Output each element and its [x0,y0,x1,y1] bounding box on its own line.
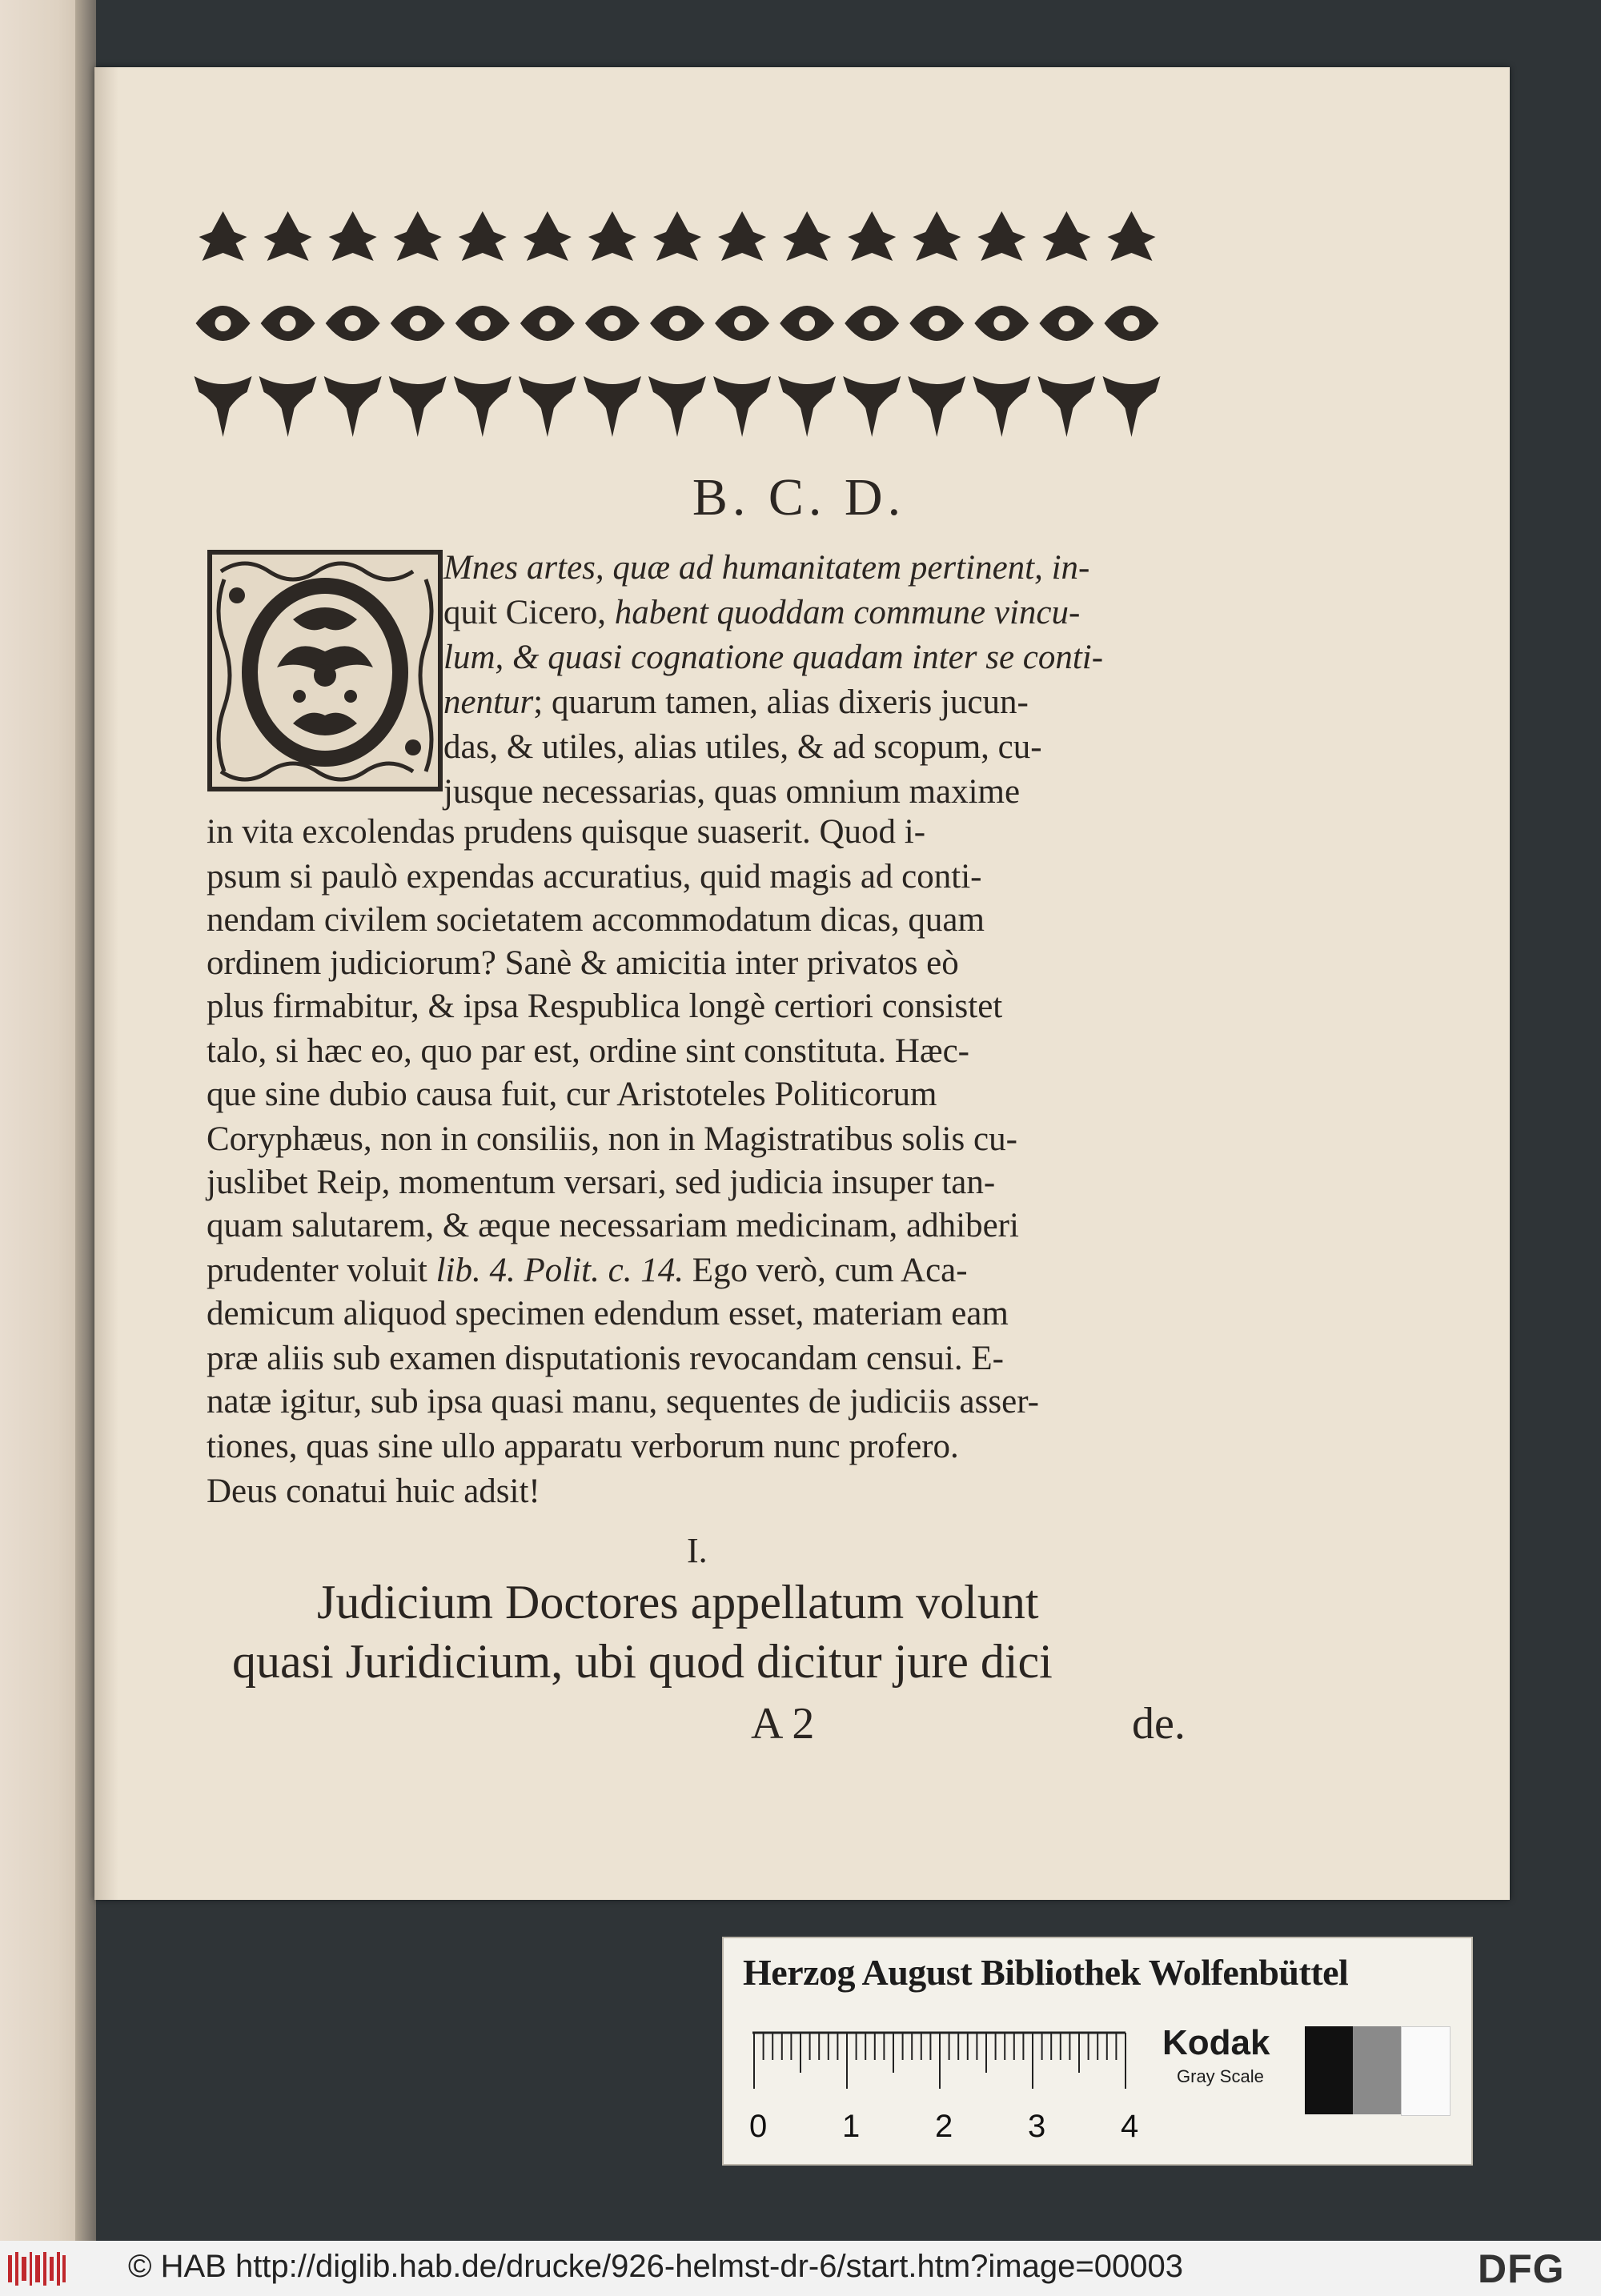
text-line [207,1341,1004,1376]
adjacent-page-edge [0,0,96,2241]
text-run: quam salutarem, & æque necessariam medicinam, adhiberi [207,1207,1019,1244]
ornament-band [191,203,1164,443]
text-run: Mnes artes, quæ ad humanitatem pertinent, in- [443,549,1090,587]
ruler-number: 1 [842,2109,861,2144]
page-heading: B. C. D. [692,468,906,527]
text-line [207,1208,1019,1243]
text-line [443,595,1080,630]
section-number: I. [687,1531,708,1570]
text-run: nendam civilem societatem accommodatum dicas, quam [207,901,985,939]
card-title: Herzog August Bibliothek Wolfenbüttel [743,1952,1349,1993]
section-line: Judicium Doctores appellatum volunt [317,1576,1039,1629]
text-run: nentur [443,683,534,721]
text-line [207,1429,959,1464]
text-line [207,1296,1009,1331]
text-line [443,551,1089,585]
text-run: Ego verò, cum Aca- [683,1252,968,1289]
hab-barcode-icon [8,2252,66,2286]
text-line [207,1077,937,1112]
text-run: talo, si hæc eo, quo par est, ordine sint constituta. Hæc- [207,1032,969,1070]
text-run: quit Cicero, [443,594,615,631]
text-line [443,775,1020,809]
text-line [207,903,985,937]
text-line [443,640,1103,675]
text-run: plus firmabitur, & ipsa Respublica longè certiori consistet [207,988,1003,1025]
section-line: quasi Juridicium, ubi quod dicitur jure dici [232,1635,1053,1688]
text-line [207,1034,969,1068]
ruler-number: 3 [1028,2109,1046,2144]
text-run: prudenter voluit [207,1252,436,1289]
footer-url-text: © HAB http://diglib.hab.de/drucke/926-helmst-dr-6/start.htm?image=00003 [128,2249,1183,2284]
text-line [207,1165,995,1200]
text-run: psum si paulò expendas accuratius, quid magis ad conti- [207,858,982,896]
text-run: Deus conatui huic adsit! [207,1473,540,1510]
text-line [207,815,925,849]
text-run: ; quarum tamen, alias dixeris jucun- [533,683,1029,721]
catchword: de. [1132,1699,1186,1749]
text-run: lum, & quasi cognatione quadam inter se conti- [443,639,1104,676]
text-run: juslibet Reip, momentum versari, sed judicia insuper tan- [207,1164,996,1201]
text-run: jusque necessarias, quas omnium maxime [443,773,1021,811]
text-run: in vita excolendas prudens quisque suaserit. Quod i- [207,813,926,851]
footer-bar [0,2241,1601,2296]
text-line [207,946,959,980]
text-line [207,1122,1017,1156]
kodak-logo: Kodak [1162,2023,1270,2062]
gray-swatches [1305,2026,1449,2114]
text-line [207,1253,968,1288]
text-line [443,730,1042,764]
text-line [207,1384,1039,1419]
decorated-initial-o [205,547,445,794]
text-run: ordinem judiciorum? Sanè & amicitia inter privatos eò [207,944,959,982]
book-page [94,67,1510,1900]
text-line [443,685,1029,719]
text-run: præ aliis sub examen disputationis revocandam censui. E- [207,1340,1004,1377]
ruler [749,2025,1166,2145]
text-run: das, & utiles, alias utiles, & ad scopum, cu- [443,728,1042,766]
library-color-card [722,1937,1473,2166]
text-run: Coryphæus, non in consiliis, non in Magistratibus solis cu- [207,1120,1017,1158]
text-run: lib. 4. Polit. c. 14. [435,1252,684,1289]
ruler-number: 4 [1121,2109,1139,2144]
gray-scale-label: Gray Scale [1177,2066,1264,2086]
dfg-logo: DFG [1478,2246,1565,2291]
ruler-number: 0 [749,2109,768,2144]
text-line [207,989,1002,1024]
text-run: demicum aliquod specimen edendum esset, materiam eam [207,1295,1009,1332]
text-run: tiones, quas sine ullo apparatu verborum nunc profero. [207,1428,959,1465]
text-run: habent quoddam commune vincu- [614,594,1081,631]
text-line [207,859,981,894]
ruler-number: 2 [935,2109,953,2144]
text-run: que sine dubio causa fuit, cur Aristoteles Politicorum [207,1076,937,1113]
text-line [207,1474,540,1509]
text-run: natæ igitur, sub ipsa quasi manu, sequentes de judiciis asser- [207,1383,1039,1420]
signature-mark: A 2 [751,1699,815,1749]
